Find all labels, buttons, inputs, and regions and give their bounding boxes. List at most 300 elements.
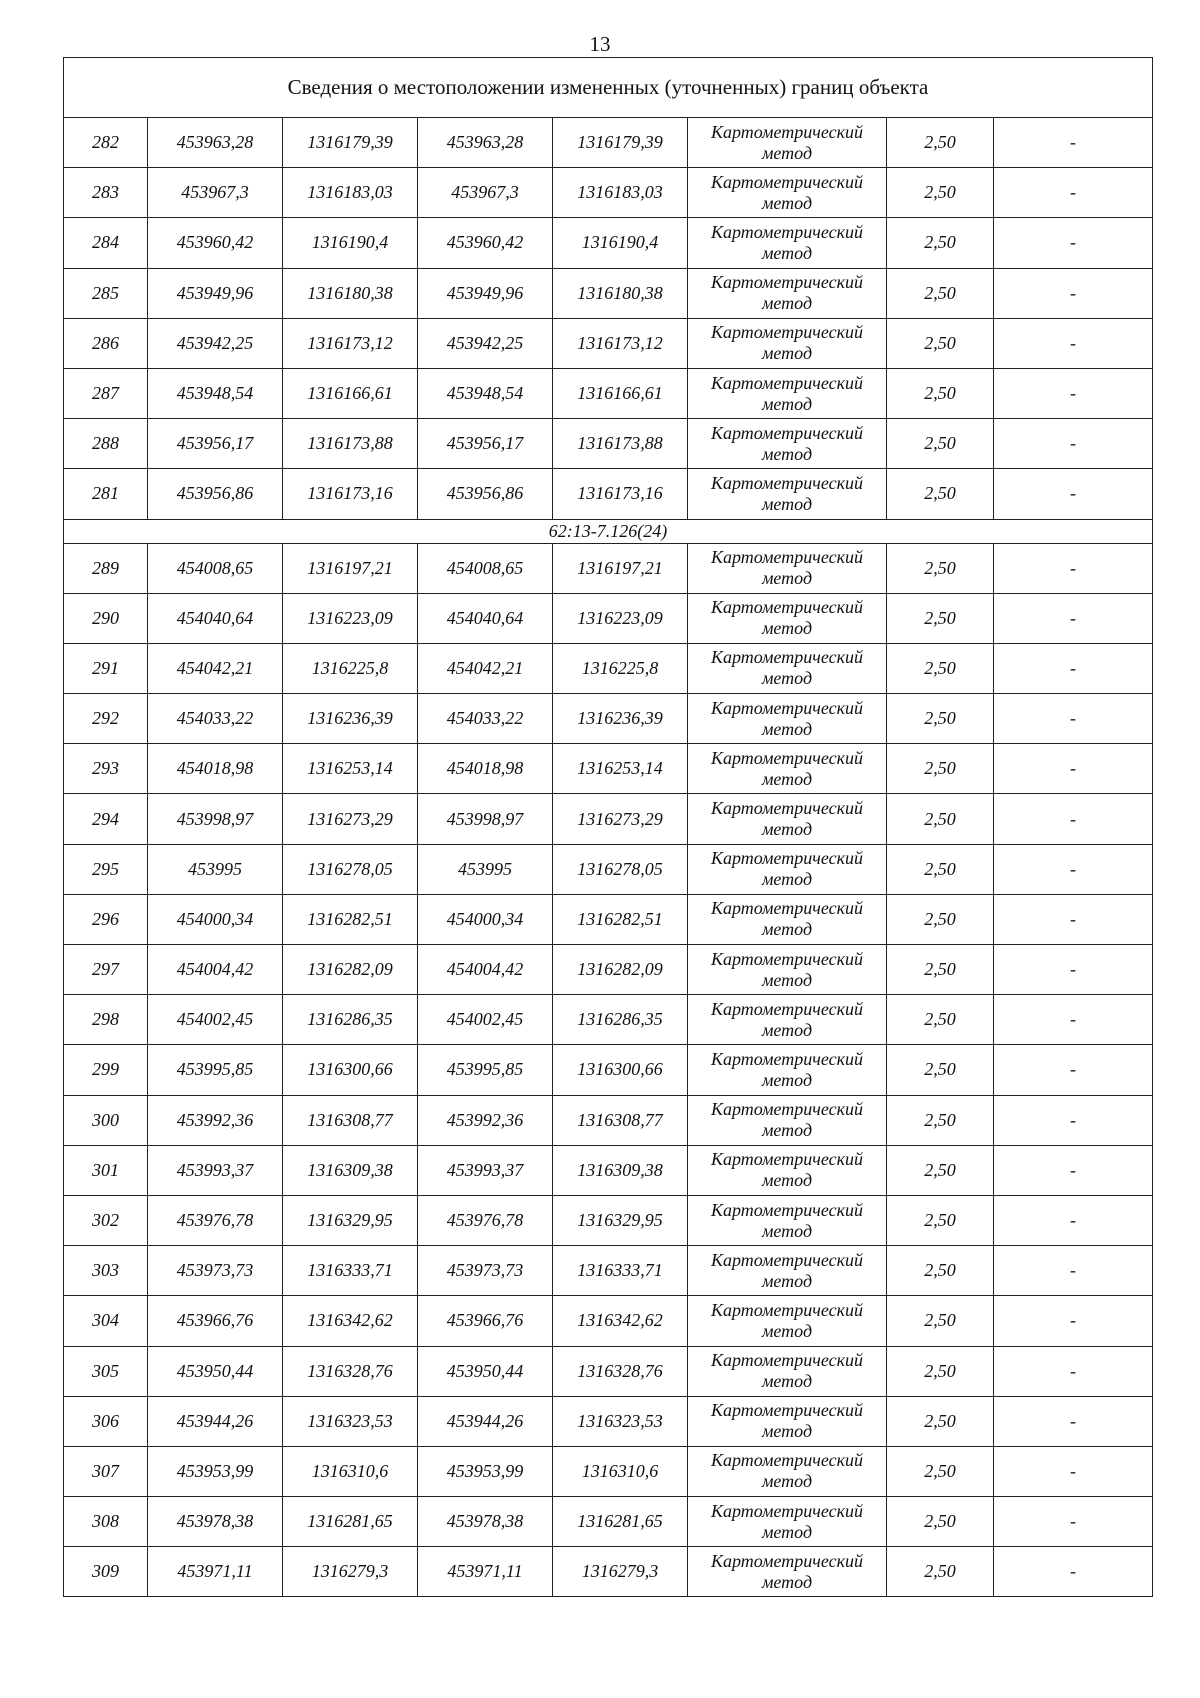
table-row (64, 268, 1153, 318)
x-refined-cell: 453963,28 (418, 118, 553, 168)
y-refined-cell: 1316342,62 (553, 1296, 688, 1346)
method-line-1: Картометрический (710, 1199, 863, 1220)
accuracy-cell: 2,50 (887, 1246, 994, 1296)
method-line-1: Картометрический (710, 647, 863, 668)
method-line-2: метод (761, 819, 813, 840)
notes-cell: - (994, 1296, 1153, 1346)
method-cell (688, 794, 887, 844)
y-existing-cell: 1316173,16 (283, 469, 418, 519)
y-existing-cell: 1316329,95 (283, 1195, 418, 1245)
x-existing-cell: 453993,37 (148, 1145, 283, 1195)
notes-cell: - (994, 1145, 1153, 1195)
y-existing-cell: 1316333,71 (283, 1246, 418, 1296)
accuracy-cell: 2,50 (887, 218, 994, 268)
point-number-cell: 302 (64, 1195, 148, 1245)
notes-cell: - (994, 593, 1153, 643)
table-row (64, 593, 1153, 643)
y-existing-cell: 1316279,3 (283, 1547, 418, 1597)
x-refined-cell: 453995,85 (418, 1045, 553, 1095)
point-number-cell: 293 (64, 744, 148, 794)
accuracy-cell: 2,50 (887, 543, 994, 593)
method-line-1: Картометрический (710, 221, 863, 242)
point-number-cell: 305 (64, 1346, 148, 1396)
x-existing-cell: 454008,65 (148, 543, 283, 593)
x-refined-cell: 454000,34 (418, 894, 553, 944)
method-line-2: метод (761, 668, 813, 689)
x-existing-cell: 453976,78 (148, 1195, 283, 1245)
method-cell (688, 744, 887, 794)
method-line-1: Картометрический (710, 1299, 863, 1320)
x-refined-cell: 453973,73 (418, 1246, 553, 1296)
x-existing-cell: 453942,25 (148, 318, 283, 368)
method-cell (688, 945, 887, 995)
method-line-2: метод (761, 1421, 813, 1442)
method-cell (688, 368, 887, 418)
table-row (64, 218, 1153, 268)
point-number-cell: 300 (64, 1095, 148, 1145)
method-line-1: Картометрический (710, 272, 863, 293)
point-number-cell: 289 (64, 543, 148, 593)
x-refined-cell: 454018,98 (418, 744, 553, 794)
method-line-1: Картометрический (710, 1350, 863, 1371)
accuracy-cell: 2,50 (887, 744, 994, 794)
y-refined-cell: 1316173,16 (553, 469, 688, 519)
method-cell (688, 268, 887, 318)
x-existing-cell: 453992,36 (148, 1095, 283, 1145)
table-row (64, 1497, 1153, 1547)
accuracy-cell: 2,50 (887, 1195, 994, 1245)
y-refined-cell: 1316225,8 (553, 643, 688, 693)
method-line-2: метод (761, 1371, 813, 1392)
y-refined-cell: 1316173,88 (553, 419, 688, 469)
x-existing-cell: 453956,17 (148, 419, 283, 469)
accuracy-cell: 2,50 (887, 995, 994, 1045)
notes-cell: - (994, 694, 1153, 744)
x-existing-cell: 453995,85 (148, 1045, 283, 1095)
table-row (64, 694, 1153, 744)
method-line-1: Картометрический (710, 1099, 863, 1120)
method-line-2: метод (761, 568, 813, 589)
notes-cell: - (994, 1346, 1153, 1396)
point-number-cell: 306 (64, 1396, 148, 1446)
y-refined-cell: 1316166,61 (553, 368, 688, 418)
notes-cell: - (994, 995, 1153, 1045)
point-number-cell: 309 (64, 1547, 148, 1597)
y-existing-cell: 1316328,76 (283, 1346, 418, 1396)
x-existing-cell: 453956,86 (148, 469, 283, 519)
point-number-cell: 285 (64, 268, 148, 318)
method-cell (688, 543, 887, 593)
accuracy-cell: 2,50 (887, 593, 994, 643)
y-existing-cell: 1316300,66 (283, 1045, 418, 1095)
method-line-2: метод (761, 1270, 813, 1291)
method-line-2: метод (761, 1019, 813, 1040)
method-line-2: метод (761, 1069, 813, 1090)
method-line-1: Картометрический (710, 1149, 863, 1170)
y-refined-cell: 1316282,09 (553, 945, 688, 995)
method-line-2: метод (761, 443, 813, 464)
table-row (64, 1396, 1153, 1446)
method-line-1: Картометрический (710, 747, 863, 768)
accuracy-cell: 2,50 (887, 118, 994, 168)
x-existing-cell: 454042,21 (148, 643, 283, 693)
point-number-cell: 297 (64, 945, 148, 995)
notes-cell: - (994, 1095, 1153, 1145)
point-number-cell: 301 (64, 1145, 148, 1195)
x-existing-cell: 454040,64 (148, 593, 283, 643)
accuracy-cell: 2,50 (887, 945, 994, 995)
notes-cell: - (994, 268, 1153, 318)
point-number-cell: 282 (64, 118, 148, 168)
accuracy-cell: 2,50 (887, 794, 994, 844)
accuracy-cell: 2,50 (887, 168, 994, 218)
method-line-1: Картометрический (710, 322, 863, 343)
table-row (64, 1296, 1153, 1346)
method-cell (688, 1547, 887, 1597)
table-row (64, 1346, 1153, 1396)
notes-cell: - (994, 794, 1153, 844)
table-body (64, 118, 1153, 1597)
method-line-1: Картометрический (710, 1450, 863, 1471)
notes-cell: - (994, 318, 1153, 368)
table-row (64, 118, 1153, 168)
notes-cell: - (994, 844, 1153, 894)
method-line-2: метод (761, 1521, 813, 1542)
method-line-1: Картометрический (710, 1249, 863, 1270)
y-refined-cell: 1316253,14 (553, 744, 688, 794)
x-refined-cell: 453967,3 (418, 168, 553, 218)
method-line-2: метод (761, 919, 813, 940)
y-existing-cell: 1316323,53 (283, 1396, 418, 1446)
point-number-cell: 283 (64, 168, 148, 218)
y-existing-cell: 1316236,39 (283, 694, 418, 744)
y-refined-cell: 1316180,38 (553, 268, 688, 318)
notes-cell: - (994, 469, 1153, 519)
method-cell (688, 1497, 887, 1547)
y-refined-cell: 1316179,39 (553, 118, 688, 168)
notes-cell: - (994, 744, 1153, 794)
y-refined-cell: 1316282,51 (553, 894, 688, 944)
method-cell (688, 419, 887, 469)
y-refined-cell: 1316278,05 (553, 844, 688, 894)
point-number-cell: 287 (64, 368, 148, 418)
table-row (64, 1045, 1153, 1095)
x-refined-cell: 453993,37 (418, 1145, 553, 1195)
method-line-2: метод (761, 618, 813, 639)
method-line-2: метод (761, 969, 813, 990)
x-existing-cell: 454018,98 (148, 744, 283, 794)
table-row (64, 419, 1153, 469)
method-cell (688, 694, 887, 744)
y-refined-cell: 1316236,39 (553, 694, 688, 744)
page-number: 13 (589, 32, 611, 56)
method-cell (688, 168, 887, 218)
method-line-1: Картометрический (710, 121, 863, 142)
x-refined-cell: 454008,65 (418, 543, 553, 593)
x-refined-cell: 454042,21 (418, 643, 553, 693)
y-existing-cell: 1316278,05 (283, 844, 418, 894)
table-row (64, 1246, 1153, 1296)
y-existing-cell: 1316281,65 (283, 1497, 418, 1547)
point-number-cell: 286 (64, 318, 148, 368)
table-row (64, 894, 1153, 944)
x-refined-cell: 453971,11 (418, 1547, 553, 1597)
y-existing-cell: 1316173,88 (283, 419, 418, 469)
x-refined-cell: 454040,64 (418, 593, 553, 643)
x-refined-cell: 453995 (418, 844, 553, 894)
method-line-2: метод (761, 343, 813, 364)
y-existing-cell: 1316183,03 (283, 168, 418, 218)
group-label-row (64, 519, 1153, 543)
notes-cell: - (994, 945, 1153, 995)
x-existing-cell: 453967,3 (148, 168, 283, 218)
x-existing-cell: 453960,42 (148, 218, 283, 268)
point-number-cell: 308 (64, 1497, 148, 1547)
method-line-2: метод (761, 768, 813, 789)
method-line-1: Картометрический (710, 898, 863, 919)
y-refined-cell: 1316323,53 (553, 1396, 688, 1446)
table-title-row (64, 58, 1153, 118)
method-cell (688, 1095, 887, 1145)
x-existing-cell: 453978,38 (148, 1497, 283, 1547)
x-refined-cell: 453960,42 (418, 218, 553, 268)
method-line-2: метод (761, 293, 813, 314)
y-existing-cell: 1316223,09 (283, 593, 418, 643)
notes-cell: - (994, 894, 1153, 944)
y-existing-cell: 1316180,38 (283, 268, 418, 318)
y-existing-cell: 1316342,62 (283, 1296, 418, 1346)
x-existing-cell: 453953,99 (148, 1446, 283, 1496)
accuracy-cell: 2,50 (887, 1497, 994, 1547)
y-existing-cell: 1316166,61 (283, 368, 418, 418)
table-row (64, 168, 1153, 218)
y-existing-cell: 1316173,12 (283, 318, 418, 368)
y-existing-cell: 1316309,38 (283, 1145, 418, 1195)
method-cell (688, 1396, 887, 1446)
table-title: Сведения о местоположении измененных (уточненных) границ объекта (64, 58, 1153, 118)
x-refined-cell: 454002,45 (418, 995, 553, 1045)
accuracy-cell: 2,50 (887, 844, 994, 894)
table-row (64, 1095, 1153, 1145)
method-cell (688, 469, 887, 519)
coordinates-table (63, 57, 1153, 1597)
method-line-1: Картометрический (710, 472, 863, 493)
x-existing-cell: 453963,28 (148, 118, 283, 168)
accuracy-cell: 2,50 (887, 1446, 994, 1496)
method-line-1: Картометрический (710, 547, 863, 568)
x-existing-cell: 453949,96 (148, 268, 283, 318)
y-refined-cell: 1316273,29 (553, 794, 688, 844)
x-existing-cell: 453950,44 (148, 1346, 283, 1396)
notes-cell: - (994, 543, 1153, 593)
x-refined-cell: 453978,38 (418, 1497, 553, 1547)
y-existing-cell: 1316225,8 (283, 643, 418, 693)
y-refined-cell: 1316310,6 (553, 1446, 688, 1496)
method-cell (688, 1195, 887, 1245)
method-line-2: метод (761, 242, 813, 263)
x-existing-cell: 453948,54 (148, 368, 283, 418)
y-refined-cell: 1316197,21 (553, 543, 688, 593)
table-row (64, 844, 1153, 894)
y-refined-cell: 1316300,66 (553, 1045, 688, 1095)
y-refined-cell: 1316223,09 (553, 593, 688, 643)
method-cell (688, 643, 887, 693)
x-refined-cell: 453948,54 (418, 368, 553, 418)
accuracy-cell: 2,50 (887, 1145, 994, 1195)
notes-cell: - (994, 168, 1153, 218)
notes-cell: - (994, 419, 1153, 469)
table-row (64, 1547, 1153, 1597)
method-cell (688, 844, 887, 894)
x-existing-cell: 453971,11 (148, 1547, 283, 1597)
method-line-1: Картометрический (710, 1048, 863, 1069)
y-refined-cell: 1316183,03 (553, 168, 688, 218)
method-line-1: Картометрический (710, 171, 863, 192)
method-line-2: метод (761, 1220, 813, 1241)
y-refined-cell: 1316279,3 (553, 1547, 688, 1597)
y-refined-cell: 1316173,12 (553, 318, 688, 368)
y-existing-cell: 1316282,51 (283, 894, 418, 944)
x-refined-cell: 453998,97 (418, 794, 553, 844)
notes-cell: - (994, 643, 1153, 693)
x-refined-cell: 453944,26 (418, 1396, 553, 1446)
accuracy-cell: 2,50 (887, 894, 994, 944)
y-existing-cell: 1316179,39 (283, 118, 418, 168)
y-refined-cell: 1316309,38 (553, 1145, 688, 1195)
method-line-1: Картометрический (710, 1550, 863, 1571)
table-row (64, 794, 1153, 844)
accuracy-cell: 2,50 (887, 694, 994, 744)
point-number-cell: 295 (64, 844, 148, 894)
x-existing-cell: 453995 (148, 844, 283, 894)
method-cell (688, 1145, 887, 1195)
x-existing-cell: 453973,73 (148, 1246, 283, 1296)
accuracy-cell: 2,50 (887, 1396, 994, 1446)
point-number-cell: 299 (64, 1045, 148, 1095)
method-cell (688, 218, 887, 268)
x-refined-cell: 454033,22 (418, 694, 553, 744)
method-line-1: Картометрический (710, 697, 863, 718)
method-cell (688, 1296, 887, 1346)
accuracy-cell: 2,50 (887, 318, 994, 368)
accuracy-cell: 2,50 (887, 1296, 994, 1346)
y-refined-cell: 1316308,77 (553, 1095, 688, 1145)
x-existing-cell: 454000,34 (148, 894, 283, 944)
x-existing-cell: 453944,26 (148, 1396, 283, 1446)
method-line-1: Картометрический (710, 798, 863, 819)
point-number-cell: 307 (64, 1446, 148, 1496)
table-row (64, 744, 1153, 794)
notes-cell: - (994, 1195, 1153, 1245)
accuracy-cell: 2,50 (887, 1045, 994, 1095)
method-line-2: метод (761, 1571, 813, 1592)
x-existing-cell: 453998,97 (148, 794, 283, 844)
method-line-2: метод (761, 142, 813, 163)
method-line-2: метод (761, 718, 813, 739)
method-line-1: Картометрический (710, 1500, 863, 1521)
y-refined-cell: 1316333,71 (553, 1246, 688, 1296)
method-cell (688, 995, 887, 1045)
accuracy-cell: 2,50 (887, 643, 994, 693)
method-cell (688, 318, 887, 368)
y-existing-cell: 1316310,6 (283, 1446, 418, 1496)
table-row (64, 368, 1153, 418)
notes-cell: - (994, 1246, 1153, 1296)
point-number-cell: 291 (64, 643, 148, 693)
method-cell (688, 593, 887, 643)
x-refined-cell: 453949,96 (418, 268, 553, 318)
method-cell (688, 1446, 887, 1496)
x-existing-cell: 453966,76 (148, 1296, 283, 1346)
table-row (64, 1446, 1153, 1496)
notes-cell: - (994, 1446, 1153, 1496)
point-number-cell: 294 (64, 794, 148, 844)
x-refined-cell: 453956,86 (418, 469, 553, 519)
y-existing-cell: 1316190,4 (283, 218, 418, 268)
method-cell (688, 1346, 887, 1396)
x-refined-cell: 453956,17 (418, 419, 553, 469)
group-label: 62:13-7.126(24) (64, 519, 1153, 543)
method-line-1: Картометрический (710, 848, 863, 869)
table-row (64, 469, 1153, 519)
y-existing-cell: 1316273,29 (283, 794, 418, 844)
x-refined-cell: 453953,99 (418, 1446, 553, 1496)
accuracy-cell: 2,50 (887, 419, 994, 469)
accuracy-cell: 2,50 (887, 469, 994, 519)
method-line-2: метод (761, 1120, 813, 1141)
method-line-2: метод (761, 1320, 813, 1341)
table-row (64, 318, 1153, 368)
method-cell (688, 894, 887, 944)
method-cell (688, 118, 887, 168)
x-refined-cell: 453992,36 (418, 1095, 553, 1145)
y-refined-cell: 1316286,35 (553, 995, 688, 1045)
method-line-1: Картометрический (710, 372, 863, 393)
notes-cell: - (994, 1396, 1153, 1446)
table-row (64, 543, 1153, 593)
method-cell (688, 1045, 887, 1095)
point-number-cell: 304 (64, 1296, 148, 1346)
y-refined-cell: 1316328,76 (553, 1346, 688, 1396)
y-existing-cell: 1316286,35 (283, 995, 418, 1045)
point-number-cell: 284 (64, 218, 148, 268)
point-number-cell: 296 (64, 894, 148, 944)
method-line-2: метод (761, 192, 813, 213)
x-existing-cell: 454002,45 (148, 995, 283, 1045)
accuracy-cell: 2,50 (887, 368, 994, 418)
table-row (64, 1145, 1153, 1195)
method-line-1: Картометрический (710, 1400, 863, 1421)
notes-cell: - (994, 118, 1153, 168)
x-refined-cell: 454004,42 (418, 945, 553, 995)
y-refined-cell: 1316281,65 (553, 1497, 688, 1547)
method-line-2: метод (761, 393, 813, 414)
x-refined-cell: 453942,25 (418, 318, 553, 368)
table-row (64, 643, 1153, 693)
method-line-1: Картометрический (710, 998, 863, 1019)
x-existing-cell: 454004,42 (148, 945, 283, 995)
table-row (64, 945, 1153, 995)
y-existing-cell: 1316197,21 (283, 543, 418, 593)
method-line-1: Картометрический (710, 597, 863, 618)
y-existing-cell: 1316282,09 (283, 945, 418, 995)
point-number-cell: 298 (64, 995, 148, 1045)
x-refined-cell: 453966,76 (418, 1296, 553, 1346)
method-line-2: метод (761, 1170, 813, 1191)
y-refined-cell: 1316329,95 (553, 1195, 688, 1245)
accuracy-cell: 2,50 (887, 1095, 994, 1145)
accuracy-cell: 2,50 (887, 268, 994, 318)
